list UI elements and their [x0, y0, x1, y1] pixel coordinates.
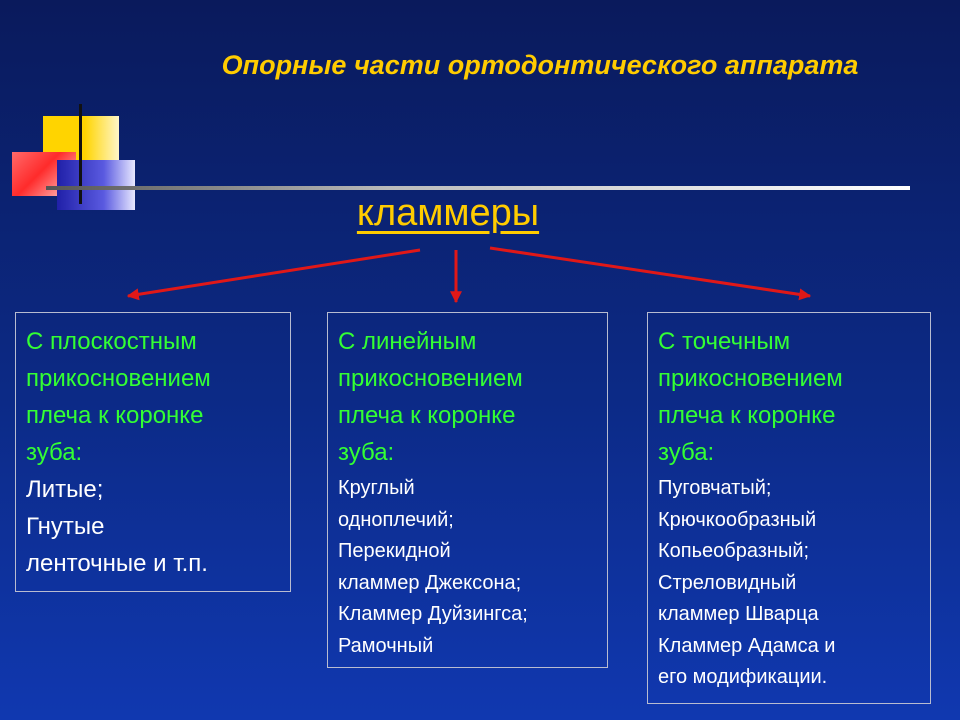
list-item: Круглый [338, 477, 415, 499]
list-item: Копьеобразный; [658, 540, 810, 562]
list-item: ленточные и т.п. [26, 550, 208, 577]
list-item: Стреловидный [658, 571, 797, 594]
list-item: Кламмер Дуйзингса; [338, 603, 528, 625]
box-items [658, 473, 920, 694]
list-item: Гнутые [26, 513, 105, 540]
list-item: Пуговчатый; [658, 477, 772, 499]
box-point-contact [647, 312, 931, 704]
box-lead: С линейным прикосновением плеча к коронке зуба: [338, 328, 523, 466]
box-lead: С точечным прикосновением плеча к коронке зуба: [658, 328, 843, 466]
box-linear-contact [327, 312, 608, 668]
arrow-left [128, 250, 420, 296]
arrow-right [490, 248, 810, 296]
list-item: кламмер Джексона; [338, 571, 522, 594]
box-items [338, 473, 597, 662]
list-item: кламмер Шварца [658, 603, 819, 625]
box-lead: С плоскостным прикосновением плеча к коронке зуба: [26, 328, 211, 466]
list-item: его модификации. [658, 666, 828, 688]
box-flat-contact [15, 312, 291, 592]
list-item: одноплечий; [338, 508, 454, 531]
heading-klammery: кламмеры [356, 192, 540, 234]
box-items [26, 471, 280, 582]
list-item: Рамочный [338, 634, 434, 657]
list-item: Перекидной [338, 540, 451, 562]
slide-title: Опорные части ортодонтического аппарата [221, 50, 859, 80]
list-item: Кламмер Адамса и [658, 634, 836, 657]
list-item: Литые; [26, 476, 104, 503]
list-item: Крючкообразный [658, 508, 817, 531]
